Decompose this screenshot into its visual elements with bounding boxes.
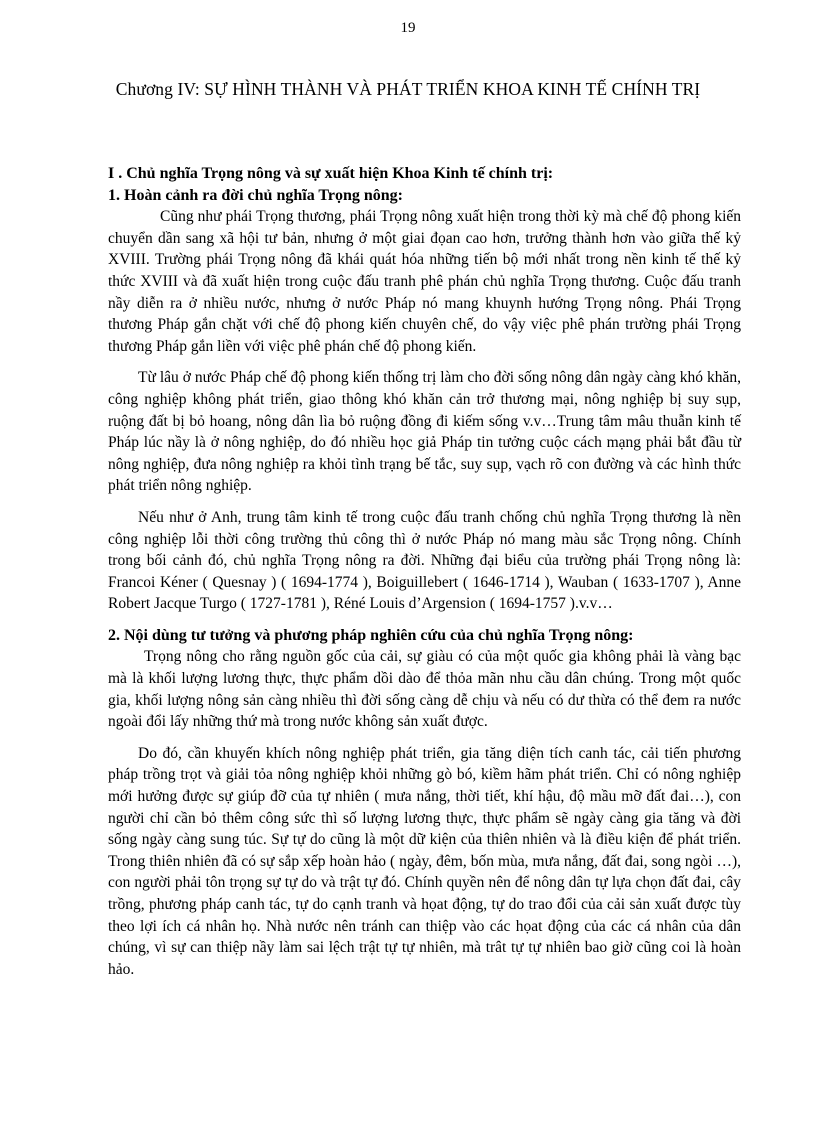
page-number: 19 <box>400 20 416 36</box>
paragraph-5: Do đó, cần khuyến khích nông nghiệp phát triển, gia tăng diện tích canh tác, cải tiến phương pháp trồng trọt và giải tỏa nông nghiệp khỏi những gò bó, kiềm hãm phát triển. Chỉ có nông nghiệp mới hưởng được sự giúp đỡ của tự nhiên ( mưa nắng, thời tiết, khí hậu, độ mầu mỡ đất đai…), con người chỉ cần bỏ thêm công sức thì số lượng lương thực, thực phẩm sẽ ngày càng gia tăng và đời sống ngày càng sung túc. Sự tự do cũng là một dữ kiện của thiên nhiên và là điều kiện để phát triển. Trong thiên nhiên đã có sự sắp xếp hoàn hảo ( ngày, đêm, bốn mùa, mưa nắng, đất đai, song ngòi …), con người phải tôn trọng sự tự do và trật tự đó. Chính quyền nên để nông dân tự lựa chọn đất đai, cây trồng, phương pháp canh tác, tự do cạnh tranh và họat động, tự do trao đổi của cải sản xuất được tùy theo lợi ích cá nhân họ. Nhà nước nên tránh can thiệp vào các họat động của các cá nhân của dân chúng, vì sự can thiệp nầy làm sai lệch trật tự tự nhiên, mà trât tự tự nhiên bao giờ cũng coi là hoàn hảo. <box>108 744 741 978</box>
section-heading: I . Chủ nghĩa Trọng nông và sự xuất hiện Khoa Kinh tế chính trị: <box>108 165 554 182</box>
subsection-heading-1: 1. Hoàn cảnh ra đời chủ nghĩa Trọng nông: <box>108 186 404 204</box>
document-body <box>108 163 741 980</box>
chapter-title: Chương IV: SỰ HÌNH THÀNH VÀ PHÁT TRIỂN KHOA KINH TẾ CHÍNH TRỊ <box>115 79 701 99</box>
paragraph-2: Từ lâu ở nước Pháp chế độ phong kiến thống trị làm cho đời sống nông dân ngày càng khó khăn, công nghiệp không phát triển, giao thông khó khăn cản trở thương mại, nông nghiệp bị suy sụp, ruộng đất bị bỏ hoang, nông dân lìa bỏ ruộng đồng đi kiếm sống v.v…Trung tâm mâu thuẫn kinh tế Pháp lúc nầy là ở nông nghiệp, do đó nhiều học giả Pháp tin tưởng cuộc cách mạng phải bắt đầu từ nông nghiệp, đưa nông nghiệp ra khỏi tình trạng bế tắc, suy sụp, vạch rõ con đường và các hình thức phát triển nông nghiệp. <box>108 369 741 495</box>
paragraph-1: Cũng như phái Trọng thương, phái Trọng nông xuất hiện trong thời kỳ mà chế độ phong kiến chuyển dần sang xã hội tư bản, nhưng ở một giai đọan cao hơn, trưởng thành hơn vào giữa thế kỷ XVIII. Trường phái Trọng nông đã khái quát hóa những tiến bộ mới nhất trong nền kinh tế thế kỷ thức XVIII và đã xuất hiện trong cuộc đấu tranh phê phán chủ nghĩa Trọng thương. Cuộc đấu tranh nầy diễn ra ở nhiều nước, nhưng ở nước Pháp nó mang khuynh hướng Trọng nông. Phái Trọng thương Pháp gắn chặt với chế độ phong kiến chuyên chế, do vậy việc phê phán trường phái Trọng thương Pháp gắn liền với việc phê phán chế độ phong kiến. <box>108 208 741 355</box>
paragraph-4: Trọng nông cho rằng nguồn gốc của cải, sự giàu có của một quốc gia không phải là vàng bạc mà là khối lượng lương thực, thực phẩm dồi dào để thỏa mãn nhu cầu dân chúng. Trong một quốc gia, khối lượng nông sản càng nhiều thì đời sống càng dễ chịu và nếu có dư thừa có thể đem ra nước ngoài đổi lấy những thứ mà trong nước không sản xuất được. <box>108 648 741 731</box>
paragraph-3: Nếu như ở Anh, trung tâm kinh tế trong cuộc đấu tranh chống chủ nghĩa Trọng thương là nền công nghiệp lỗi thời công trường thủ công thì ở nước Pháp nó mang màu sắc Trọng nông. Chính trong bối cảnh đó, chủ nghĩa Trọng nông ra đời. Những đại biểu của trường phái Trọng nông là: Francoi Kéner ( Quesnay ) ( 1694-1774 ), Boiguillebert ( 1646-1714 ), Wauban ( 1633-1707 ), Anne Robert Jacque Turgo ( 1727-1781 ), Réné Louis d’Argension ( 1694-1757 ).v.v… <box>108 508 741 613</box>
subsection-heading-2: 2. Nội dùng tư tưởng và phương pháp nghiên cứu của chủ nghĩa Trọng nông: <box>108 626 634 644</box>
